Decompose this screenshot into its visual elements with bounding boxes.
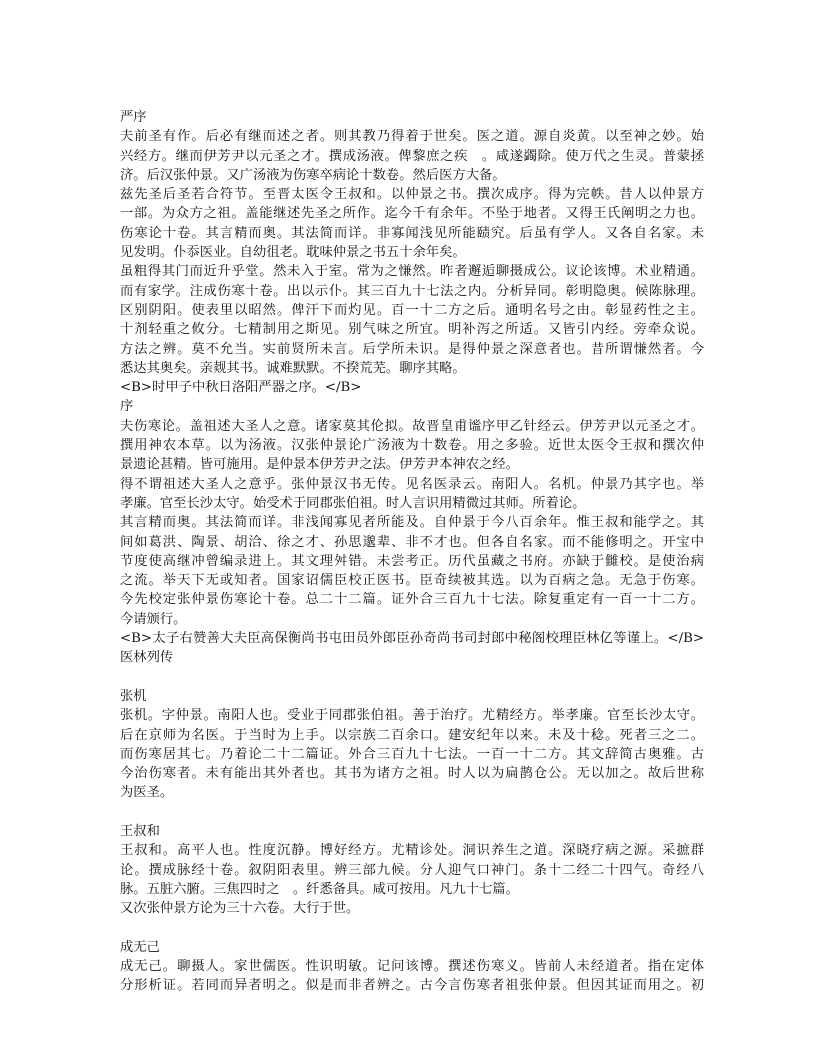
paragraph-line: 十剂轻重之攸分。七精制用之斯见。别气味之所宜。明补泻之所适。又皆引内经。旁牵众说。: [120, 322, 704, 338]
bio-heading: 王叔和: [120, 823, 160, 839]
paragraph-line: 后在京师为名医。于当时为上手。以宗族二百余口。建安纪年以来。未及十稔。死者三之二。: [120, 727, 704, 743]
spacer: [120, 918, 704, 937]
paragraph-line: 虽粗得其门而近升乎堂。然未入于室。常为之慊然。昨者邂逅聊摄成公。议论该博。术业精通。: [120, 264, 704, 280]
paragraph-line: 得不谓祖述大圣人之意乎。张仲景汉书无传。见名医录云。南阳人。名机。仲景乃其字也。举: [120, 476, 704, 492]
paragraph-line: 夫伤寒论。盖祖述大圣人之意。诸家莫其伦拟。故晋皇甫谧序甲乙针经云。伊芳尹以元圣之才。: [120, 418, 704, 434]
paragraph-line: 论。撰成脉经十卷。叙阴阳表里。辨三部九候。分人迎气口神门。条十二经二十四气。奇经八: [120, 862, 704, 878]
paragraph-line: 方法之辨。莫不允当。实前贤所未言。后学所未识。是得仲景之深意者也。昔所谓慊然者。今: [120, 341, 704, 357]
spacer: [120, 668, 704, 687]
paragraph-line: 悉达其奥矣。亲觌其书。诚难默默。不揆荒芜。聊序其略。: [120, 360, 466, 376]
paragraph-line: 张机。字仲景。南阳人也。受业于同郡张伯祖。善于治疗。尤精经方。举孝廉。官至长沙太守。: [120, 708, 704, 724]
section-title: 序: [120, 399, 134, 415]
paragraph-line: 脉。五脏六腑。三焦四时之 。纤悉备具。咸可按用。凡九十七篇。: [120, 881, 519, 897]
paragraph-line: 景遗论甚精。皆可施用。是仲景本伊芳尹之法。伊芳尹本神农之经。: [120, 457, 519, 473]
signature-line: <B>太子右赞善大夫臣高保衡尚书屯田员外郎臣孙奇尚书司封郎中秘阁校理臣林亿等谨上。</B>: [120, 631, 704, 647]
paragraph-line: 区别阴阳。使表里以昭然。俾汗下而灼见。百一十二方之后。通明名号之由。彰显药性之主。: [120, 302, 704, 318]
paragraph-line: 今先校定张仲景伤寒论十卷。总二十二篇。证外合三百九十七法。除复重定有一百一十二方。: [120, 592, 704, 608]
paragraph-line: 夫前圣有作。后必有继而述之者。则其教乃得着于世矣。医之道。源自炎黄。以至神之妙。始: [120, 129, 704, 145]
paragraph-line: 今请颁行。: [120, 611, 187, 627]
paragraph-line: 成无己。聊摄人。家世儒医。性识明敏。记问该博。撰述伤寒义。皆前人未经道者。指在定体: [120, 959, 704, 975]
bio-heading: 张机: [120, 688, 147, 704]
paragraph-line: 又次张仲景方论为三十六卷。大行于世。: [120, 901, 360, 917]
spacer: [120, 803, 704, 822]
paragraph-line: 兹先圣后圣若合符节。至晋太医令王叔和。以仲景之书。撰次成序。得为完帙。昔人以仲景方: [120, 187, 704, 203]
paragraph-line: 撰用神农本草。以为汤液。汉张仲景论广汤液为十数卷。用之多验。近世太医令王叔和撰次仲: [120, 438, 704, 454]
paragraph-line: 今治伤寒者。未有能出其外者也。其书为诸方之祖。时人以为扁鹊仓公。无以加之。故后世称: [120, 766, 704, 782]
paragraph-line: 而伤寒居其七。乃着论二十二篇证。外合三百九十七法。一百一十二方。其文辞简古奥雅。古: [120, 746, 704, 762]
paragraph-line: 其言精而奥。其法简而详。非浅闻寡见者所能及。自仲景于今八百余年。惟王叔和能学之。其: [120, 515, 704, 531]
paragraph-line: 王叔和。高平人也。性度沉静。博好经方。尤精诊处。洞识养生之道。深晓疗病之源。采摭群: [120, 843, 704, 859]
paragraph-line: 孝廉。官至长沙太守。始受术于同郡张伯祖。时人言识用精微过其师。所着论。: [120, 495, 586, 511]
paragraph-line: 见发明。仆忝医业。自幼徂老。耽味仲景之书五十余年矣。: [120, 245, 466, 261]
bio-heading: 成无己: [120, 939, 160, 955]
paragraph-line: 兴经方。继而伊芳尹以元圣之才。撰成汤液。俾黎庶之疾 。咸遂蠲除。使万代之生灵。普蒙拯: [120, 148, 704, 164]
paragraph-line: 间如葛洪、陶景、胡洽、徐之才、孙思邈辈、非不才也。但各自名家。而不能修明之。开宝中: [120, 534, 704, 550]
paragraph-line: 伤寒论十卷。其言精而奥。其法简而详。非寡闻浅见所能赜究。后虽有学人。又各自名家。未: [120, 225, 704, 241]
paragraph-line: 分形析证。若同而异者明之。似是而非者辨之。古今言伤寒者祖张仲景。但因其证而用之。初: [120, 978, 704, 994]
section-title: 严序: [120, 110, 147, 125]
section-title: 医林列传: [120, 650, 174, 666]
paragraph-line: 而有家学。注成伤寒十卷。出以示仆。其三百九十七法之内。分析异同。彰明隐奥。候陈脉理。: [120, 283, 704, 299]
paragraph-line: 节度使高继冲曾编录进上。其文理舛错。未尝考正。历代虽藏之书府。亦缺于雠校。是使治病: [120, 553, 704, 569]
paragraph-line: 济。后汉张仲景。又广汤液为伤寒卒病论十数卷。然后医方大备。: [120, 167, 506, 183]
signature-line: <B>时甲子中秋日洛阳严器之序。</B>: [120, 380, 362, 396]
paragraph-line: 之流。举天下无或知者。国家诏儒臣校正医书。臣奇续被其选。以为百病之急。无急于伤寒。: [120, 573, 704, 589]
document-page: [120, 108, 704, 996]
paragraph-line: 一部。为众方之祖。盖能继述先圣之所作。迄今千有余年。不坠于地者。又得王氏阐明之力也。: [120, 206, 704, 222]
paragraph-line: 为医圣。: [120, 785, 174, 801]
